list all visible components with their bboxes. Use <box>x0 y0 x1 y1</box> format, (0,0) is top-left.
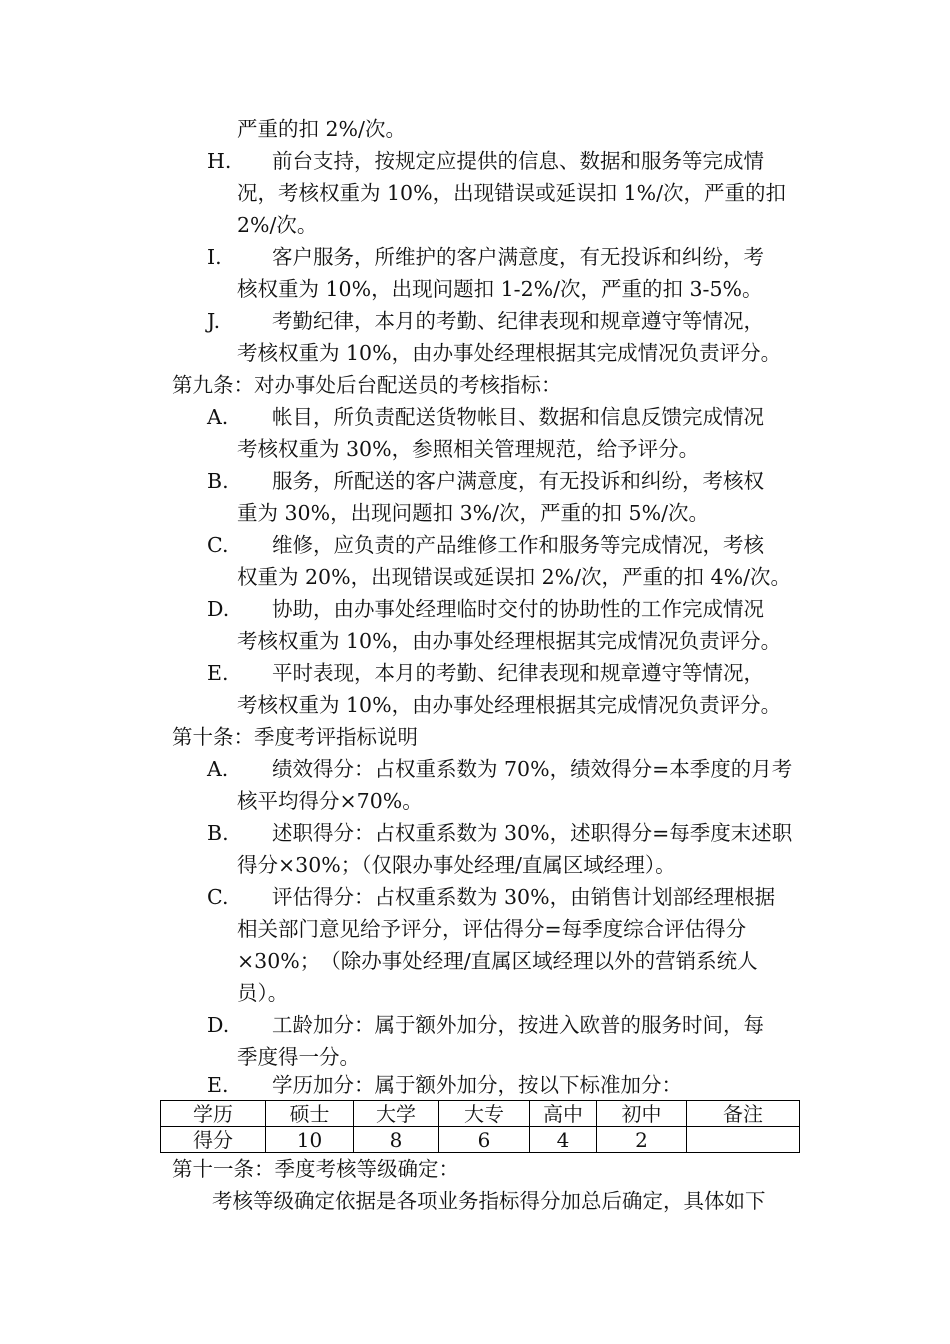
art10-item-d-line-1: 工龄加分：属于额外加分，按进入欧普的服务时间，每 <box>272 1013 764 1037</box>
article-11-paragraph: 考核等级确定依据是各项业务指标得分加总后确定，具体如下 <box>212 1189 766 1213</box>
art9-item-a-line-1: 帐目，所负责配送货物帐目、数据和信息反馈完成情况 <box>272 405 764 429</box>
item-h-line-2: 况，考核权重为 10%，出现错误或延误扣 1%/次，严重的扣 <box>237 181 787 205</box>
item-j-line-1: 考勤纪律，本月的考勤、纪律表现和规章遵守等情况， <box>272 309 764 333</box>
table-cell: 得分 <box>161 1127 266 1153</box>
table-cell <box>687 1127 800 1153</box>
table-cell: 学历 <box>161 1101 266 1127</box>
table-header-row <box>161 1101 800 1127</box>
art10-item-c-line-3: ×30%； （除办事处经理/直属区域经理以外的营销系统人 <box>237 949 758 973</box>
table-row <box>161 1127 800 1153</box>
art9-item-b-letter: B. <box>207 469 229 493</box>
art10-item-c-line-1: 评估得分：占权重系数为 30%，由销售计划部经理根据 <box>272 885 776 909</box>
art9-item-c-letter: C. <box>207 533 229 557</box>
item-h-line-3: 2%/次。 <box>237 213 318 237</box>
art9-item-b-line-1: 服务，所配送的客户满意度，有无投诉和纠纷，考核权 <box>272 469 764 493</box>
table-cell: 2 <box>597 1127 687 1153</box>
art10-item-d-line-2: 季度得一分。 <box>237 1045 360 1069</box>
art10-item-e-letter: E. <box>207 1073 229 1097</box>
art10-item-c-letter: C. <box>207 885 229 909</box>
table-cell: 大学 <box>354 1101 439 1127</box>
table-cell: 6 <box>439 1127 530 1153</box>
table-cell: 大专 <box>439 1101 530 1127</box>
art10-item-b-line-1: 述职得分：占权重系数为 30%，述职得分=每季度末述职 <box>272 821 793 845</box>
table-cell: 硕士 <box>266 1101 354 1127</box>
item-g-tail: 严重的扣 2%/次。 <box>237 117 406 141</box>
art10-item-a-line-1: 绩效得分：占权重系数为 70%，绩效得分=本季度的月考 <box>272 757 793 781</box>
item-j-letter: J. <box>207 309 221 333</box>
art10-item-d-letter: D. <box>207 1013 230 1037</box>
art10-item-b-letter: B. <box>207 821 229 845</box>
art10-item-e-line-1: 学历加分：属于额外加分，按以下标准加分： <box>272 1073 682 1097</box>
art10-item-c-line-2: 相关部门意见给予评分，评估得分=每季度综合评估得分 <box>237 917 747 941</box>
art9-item-d-line-1: 协助，由办事处经理临时交付的协助性的工作完成情况 <box>272 597 764 621</box>
table-cell: 初中 <box>597 1101 687 1127</box>
education-bonus-table <box>160 1100 800 1153</box>
art9-item-e-line-1: 平时表现，本月的考勤、纪律表现和规章遵守等情况， <box>272 661 764 685</box>
item-h-line-1: 前台支持，按规定应提供的信息、数据和服务等完成情 <box>272 149 764 173</box>
item-i-letter: I. <box>207 245 222 269</box>
item-h-letter: H. <box>207 149 232 173</box>
art10-item-b-line-2: 得分×30%；（仅限办事处经理/直属区域经理）。 <box>237 853 676 877</box>
art9-item-c-line-1: 维修，应负责的产品维修工作和服务等完成情况，考核 <box>272 533 764 557</box>
art10-item-a-line-2: 核平均得分×70%。 <box>237 789 423 813</box>
table-cell: 备注 <box>687 1101 800 1127</box>
art10-item-a-letter: A. <box>207 757 229 781</box>
art9-item-a-letter: A. <box>207 405 229 429</box>
art9-item-d-letter: D. <box>207 597 230 621</box>
table-cell: 高中 <box>530 1101 597 1127</box>
article-9-heading: 第九条：对办事处后台配送员的考核指标： <box>172 373 562 397</box>
art9-item-e-line-2: 考核权重为 10%，由办事处经理根据其完成情况负责评分。 <box>237 693 782 717</box>
art9-item-a-line-2: 考核权重为 30%，参照相关管理规范，给予评分。 <box>237 437 700 461</box>
art9-item-c-line-2: 权重为 20%，出现错误或延误扣 2%/次，严重的扣 4%/次。 <box>237 565 791 589</box>
art9-item-e-letter: E. <box>207 661 229 685</box>
table-cell: 8 <box>354 1127 439 1153</box>
item-i-line-1: 客户服务，所维护的客户满意度，有无投诉和纠纷，考 <box>272 245 764 269</box>
table-cell: 10 <box>266 1127 354 1153</box>
item-j-line-2: 考核权重为 10%，由办事处经理根据其完成情况负责评分。 <box>237 341 782 365</box>
art9-item-b-line-2: 重为 30%，出现问题扣 3%/次，严重的扣 5%/次。 <box>237 501 709 525</box>
article-11-heading: 第十一条：季度考核等级确定： <box>172 1157 459 1181</box>
article-10-heading: 第十条：季度考评指标说明 <box>172 725 418 749</box>
art9-item-d-line-2: 考核权重为 10%，由办事处经理根据其完成情况负责评分。 <box>237 629 782 653</box>
art10-item-c-line-4: 员）。 <box>237 981 289 1005</box>
table-cell: 4 <box>530 1127 597 1153</box>
item-i-line-2: 核权重为 10%，出现问题扣 1-2%/次，严重的扣 3-5%。 <box>237 277 763 301</box>
